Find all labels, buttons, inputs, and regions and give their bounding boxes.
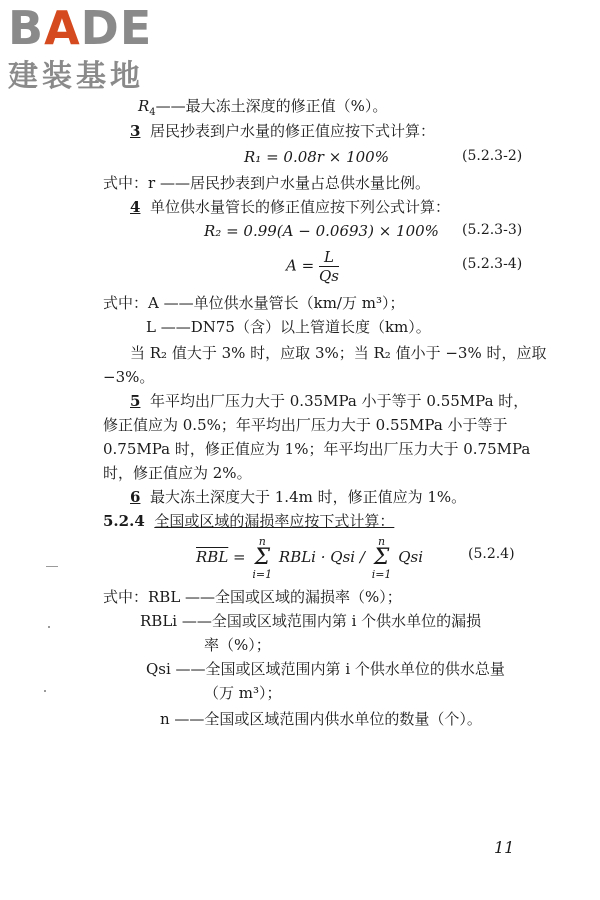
definition-r4: $R_4——$最大冻土深度的修正值（%）。 <box>138 97 388 118</box>
equation-number: (5.2.3-2) <box>462 148 523 164</box>
scan-mark <box>48 626 50 628</box>
equation-number: (5.2.3-4) <box>462 256 523 272</box>
where-rbli: RBLi ——全国或区域范围内第 i 个供水单位的漏损 <box>140 612 482 630</box>
where-l: L ——DN75（含）以上管道长度（km）。 <box>146 318 431 336</box>
item-5-line-4: 时，修正值应为 2%。 <box>103 464 252 482</box>
item-3: 3 居民抄表到户水量的修正值应按下式计算： <box>130 122 435 140</box>
item-5-line-3: 0.75MPa 时，修正值应为 1%；年平均出厂压力大于 0.75MPa <box>103 440 531 458</box>
scan-mark <box>46 566 58 567</box>
paragraph-r2-limit: 当 R₂ 值大于 3% 时，应取 3%；当 R₂ 值小于 −3% 时，应取 <box>130 344 547 362</box>
item-5-line-2: 修正值应为 0.5%；年平均出厂压力大于 0.55MPa 小于等于 <box>103 416 508 434</box>
equation-5-2-3-4: A = $\frac{L}{Qs}$ <box>286 248 339 285</box>
item-5: 5 年平均出厂压力大于 0.35MPa 小于等于 0.55MPa 时， <box>130 392 529 410</box>
equation-number: (5.2.4) <box>468 546 515 562</box>
sum-symbol: n Σ i=1 <box>252 535 273 581</box>
item-6: 6 最大冻土深度大于 1.4m 时，修正值应为 1%。 <box>130 488 467 506</box>
clause-5-2-4: 5.2.4 全国或区域的漏损率应按下式计算： <box>103 512 395 530</box>
equation-5-2-3-2: R₁ = 0.08r × 100% <box>244 148 389 166</box>
where-rbli-cont: 率（%）； <box>204 636 271 654</box>
equation-5-2-3-3: R₂ = 0.99(A − 0.0693) × 100% <box>204 222 439 240</box>
where-qsi-cont: （万 m³）； <box>204 684 282 702</box>
bade-logo <box>6 2 176 94</box>
where-n: n ——全国或区域范围内供水单位的数量（个）。 <box>160 710 482 728</box>
page-number: 11 <box>494 838 515 857</box>
equation-5-2-4: $\overline{RBL} = n$ Σ i=1 RBLi · Qsi / n Σ i=1 Qsi <box>196 535 423 581</box>
where-rbl: 式中：RBL ——全国或区域的漏损率（%）； <box>103 588 402 606</box>
sum-symbol: n Σ i=1 <box>371 535 392 581</box>
equation-number: (5.2.3-3) <box>462 222 523 238</box>
where-r: 式中：r ——居民抄表到户水量占总供水量比例。 <box>103 174 430 192</box>
where-qsi: Qsi ——全国或区域范围内第 i 个供水单位的供水总量 <box>146 660 505 678</box>
scan-mark <box>44 690 46 692</box>
where-a: 式中：A ——单位供水量管长（km/万 m³）； <box>103 294 405 312</box>
item-4: 4 单位供水量管长的修正值应按下列公式计算： <box>130 198 450 216</box>
logo-subtitle: 建装基地 <box>8 59 144 94</box>
logo-wordmark: BADE <box>8 1 153 55</box>
paragraph-r2-limit-cont: −3%。 <box>103 368 155 386</box>
